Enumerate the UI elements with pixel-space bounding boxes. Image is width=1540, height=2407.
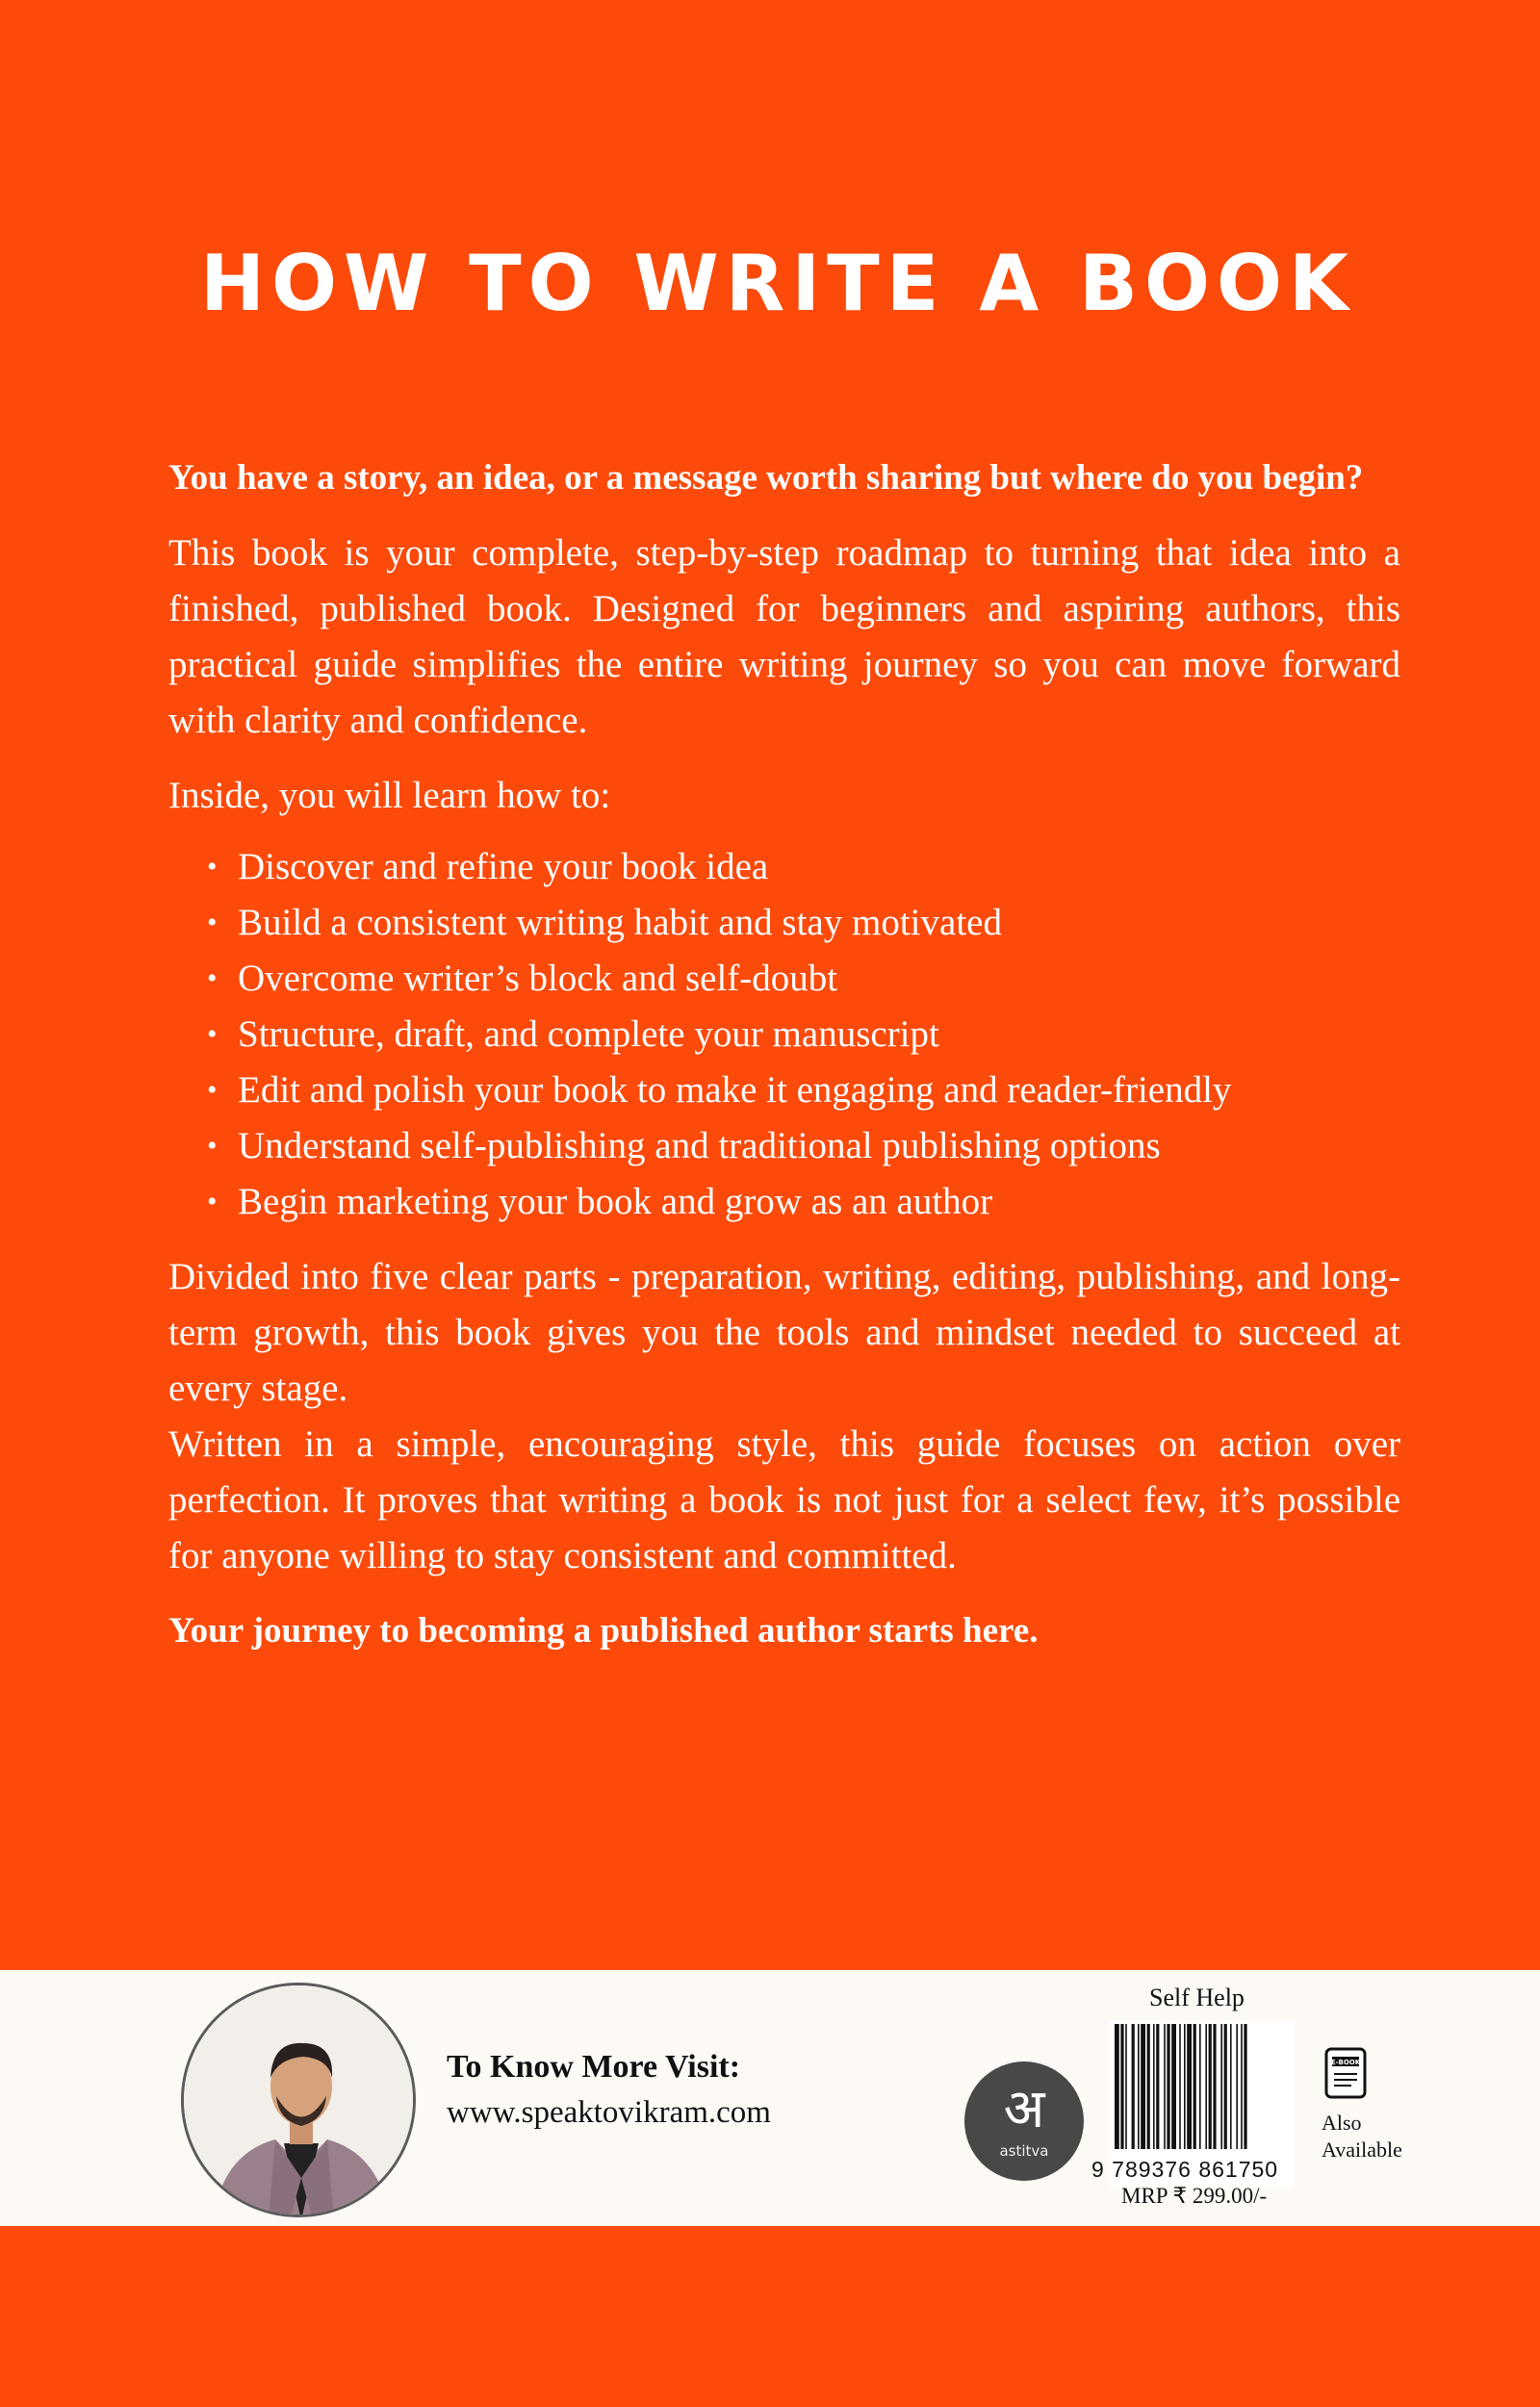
- ebook-icon: [1322, 2047, 1369, 2099]
- publisher-logo: [964, 2061, 1084, 2181]
- list-item: • Understand self-publishing and traditional publishing options: [207, 1118, 1400, 1174]
- list-item: • Build a consistent writing habit and stay motivated: [207, 895, 1400, 951]
- category-label: Self Help: [1149, 1984, 1245, 2011]
- also-available: [1322, 2110, 1402, 2164]
- style-paragraph: Written in a simple, encouraging style, this guide focuses on action over perfection. It proves that writing a book is not just for a select few, it’s possible for anyone willing to stay consistent and committed.: [168, 1423, 1400, 1576]
- learning-list: [168, 839, 1400, 1230]
- ebook-badge-text: E-BOOK: [1330, 2059, 1361, 2066]
- footer-band: [0, 1970, 1540, 2226]
- visit-label: To Know More Visit:: [447, 2049, 741, 2085]
- intro-paragraph: This book is your complete, step-by-step roadmap to turning that idea into a finished, published book. Designed for beginners and aspiring authors, this practical guide simplifies the entire writing journey so you can move forward with clarity and confidence.: [168, 532, 1400, 741]
- book-title: HOW TO WRITE A BOOK: [200, 239, 1355, 328]
- publisher-name: astitva: [999, 2142, 1049, 2160]
- publisher-mark: अ: [1003, 2078, 1045, 2140]
- list-item: • Discover and refine your book idea: [207, 839, 1400, 895]
- author-photo: [181, 1983, 416, 2217]
- website-link[interactable]: www.speaktovikram.com: [447, 2095, 771, 2130]
- list-item: • Edit and polish your book to make it engaging and reader-friendly: [207, 1063, 1400, 1118]
- learn-intro: Inside, you will learn how to:: [168, 775, 611, 816]
- parts-paragraph: Divided into five clear parts - preparation, writing, editing, publishing, and long-term growth, this book gives you the tools and mindset needed to succeed at every stage.: [168, 1256, 1400, 1409]
- blurb: [168, 450, 1400, 1659]
- author-portrait-icon: [184, 1985, 416, 2217]
- also-available-line: Also: [1322, 2111, 1362, 2135]
- closing-line: Your journey to becoming a published author starts here.: [168, 1611, 1039, 1651]
- also-available-line: Available: [1322, 2138, 1402, 2162]
- price-label: MRP ₹ 299.00/-: [1121, 2184, 1268, 2208]
- list-item: • Structure, draft, and complete your manuscript: [207, 1007, 1400, 1063]
- lead-question: You have a story, an idea, or a message worth sharing but where do you begin?: [168, 458, 1364, 498]
- list-item: • Begin marketing your book and grow as an author: [207, 1174, 1400, 1230]
- list-item: • Overcome writer’s block and self-doubt: [207, 951, 1400, 1007]
- barcode-icon: [1109, 2020, 1294, 2155]
- isbn-digits: 9 789376 861750: [1091, 2157, 1279, 2182]
